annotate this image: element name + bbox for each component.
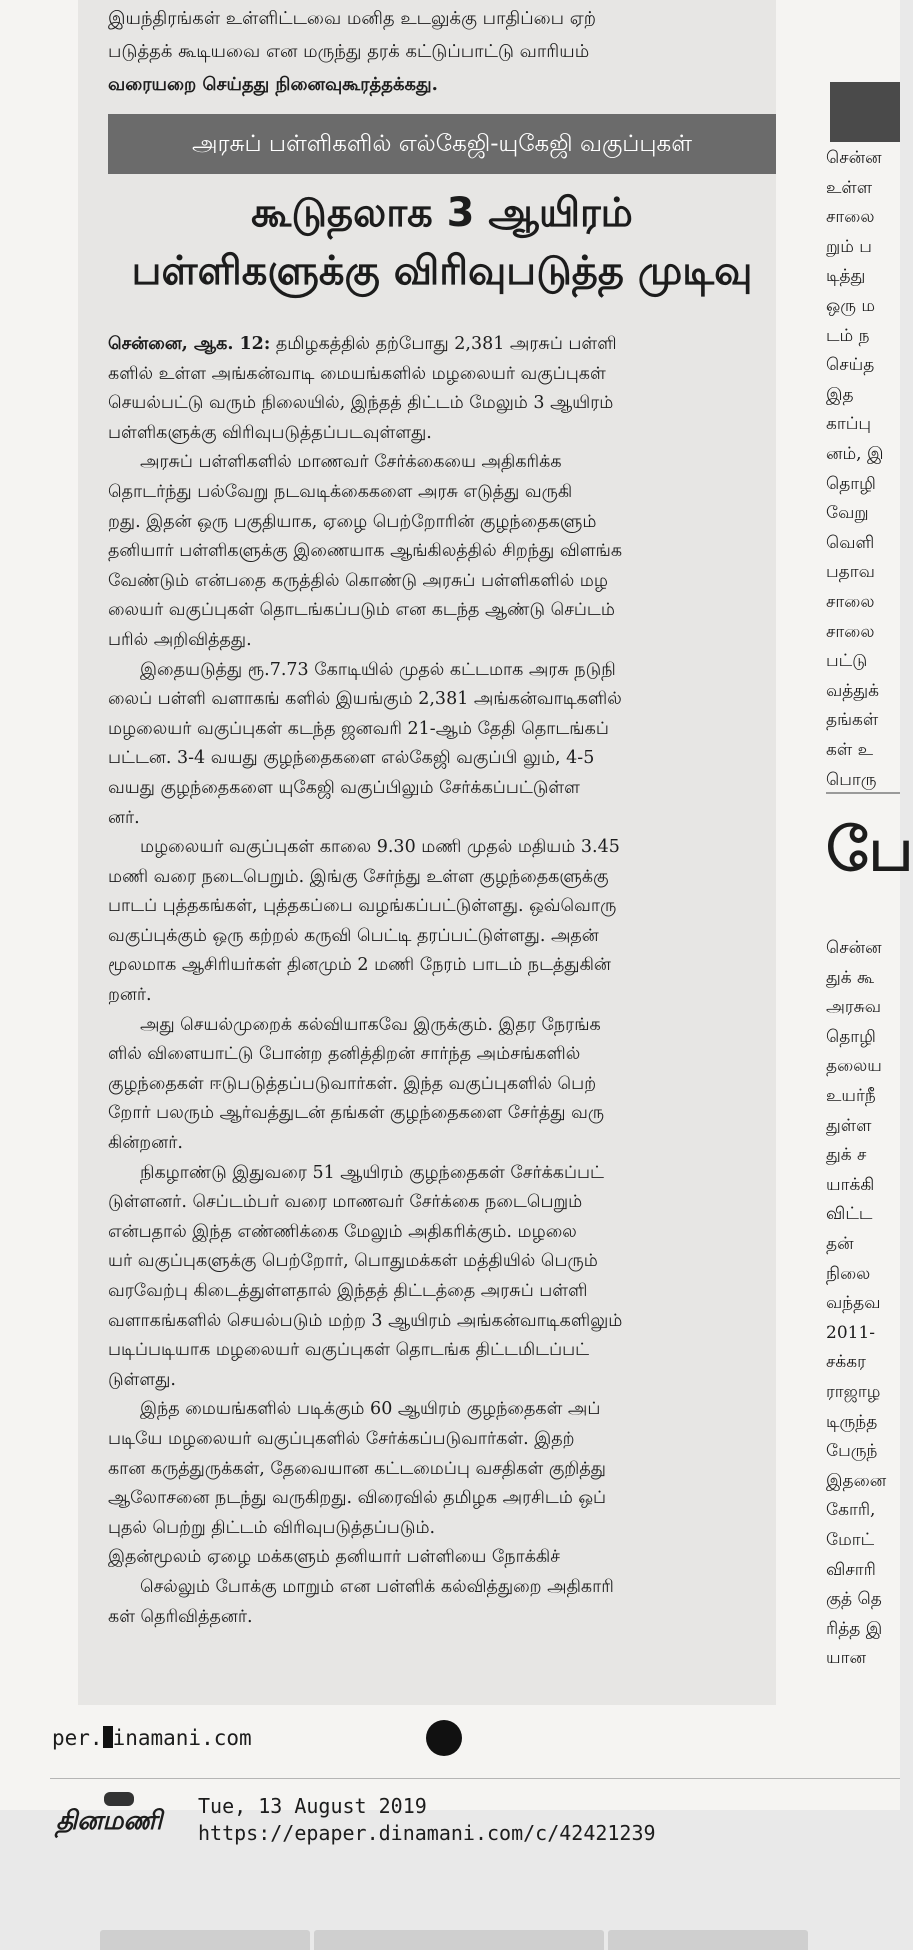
right-column-line: தொழி bbox=[826, 1026, 876, 1047]
article-line-text: தொடர்ந்து பல்வேறு நடவடிக்கைகளை அரசு எடுத்து வருகி bbox=[108, 481, 573, 502]
article-line-text: படியே மழலையர் வகுப்புகளில் சேர்க்கப்படுவார்கள். இதற் bbox=[108, 1428, 575, 1449]
article-line-text: ஆலோசனை நடந்து வருகிறது. விரைவில் தமிழக அரசிடம் ஒப் bbox=[108, 1488, 607, 1509]
article-line bbox=[108, 1099, 778, 1129]
article-line bbox=[108, 1425, 778, 1455]
right-column-line: வந்தவ bbox=[826, 1293, 881, 1314]
article-line bbox=[108, 922, 778, 952]
right-column-line: செய்த bbox=[826, 355, 875, 376]
bottom-tab[interactable] bbox=[314, 1930, 604, 1950]
article-line-text: கான கருத்துருக்கள், தேவையான கட்டமைப்பு வசதிகள் குறித்து bbox=[108, 1458, 606, 1479]
article-line-text: படிப்படியாக மழலையர் வகுப்புகள் தொடங்க திட்டமிடப்பட் bbox=[108, 1340, 590, 1361]
article-line bbox=[108, 1603, 778, 1633]
lead-line: வரையறை செய்தது நினைவுகூரத்தக்கது. bbox=[108, 74, 438, 95]
article-line bbox=[108, 1543, 778, 1573]
right-column-line: சக்கர bbox=[826, 1352, 866, 1373]
article-line-text: தமிழகத்தில் தற்போது 2,381 அரசுப் பள்ளி bbox=[270, 334, 617, 354]
right-column-line: றும் ப bbox=[826, 236, 872, 257]
article-line bbox=[108, 892, 778, 922]
article-line-text: கின்றனர். bbox=[108, 1133, 183, 1154]
article-line-text: லையர் வகுப்புகள் தொடங்கப்படும் என கடந்த ஆண்டு செப்டம் bbox=[108, 600, 615, 621]
article-line bbox=[108, 1307, 778, 1337]
article-line bbox=[108, 744, 778, 774]
right-column-line: டம் ந bbox=[826, 325, 870, 346]
right-column-line: கள் உ bbox=[826, 740, 874, 760]
article-line-text: றோர் பலரும் ஆர்வத்துடன் தங்கள் குழந்தைகளை சேர்த்து வரு bbox=[108, 1103, 605, 1124]
right-column-line: யான bbox=[826, 1648, 866, 1669]
article-line bbox=[108, 1514, 778, 1544]
right-column-line: இத bbox=[826, 384, 854, 405]
right-column-line: அரசுவ bbox=[826, 997, 882, 1018]
headline-line-1: கூடுதலாக 3 ஆயிரம் bbox=[251, 190, 633, 236]
article-line-text: பரில் அறிவித்தது. bbox=[108, 629, 252, 650]
right-column-line: சென்ன bbox=[826, 148, 882, 168]
article-line bbox=[108, 1011, 778, 1041]
right-column-line: சாலை bbox=[826, 621, 875, 642]
url-prefix: per. bbox=[52, 1726, 103, 1750]
right-column-line: கோரி, bbox=[826, 1500, 876, 1521]
right-column-line: தலைய bbox=[826, 1056, 882, 1077]
right-column-line: இதனை bbox=[826, 1470, 887, 1491]
black-dot-mark bbox=[426, 1720, 462, 1756]
right-column-line: னம், இ bbox=[826, 444, 884, 464]
article-line bbox=[108, 330, 778, 360]
right-column-line: மோட் bbox=[826, 1530, 875, 1550]
article-line-text: மழலையர் வகுப்புகள் கடந்த ஜனவரி 21-ஆம் தேதி தொடங்கப் bbox=[108, 718, 609, 739]
article-line bbox=[108, 537, 778, 567]
article-line-text: னர். bbox=[108, 807, 140, 828]
article-line bbox=[108, 1159, 778, 1189]
article-line bbox=[108, 715, 778, 745]
right-column-line: காப்பு bbox=[826, 414, 872, 435]
article-line-text: லைப் பள்ளி வளாகங் களில் இயங்கும் 2,381 அங்கன்வாடிகளில் bbox=[108, 689, 622, 710]
article-line bbox=[108, 1573, 778, 1603]
right-column-line: யாக்கி bbox=[826, 1174, 875, 1195]
article-line-text: இந்த மையங்களில் படிக்கும் 60 ஆயிரம் குழந்தைகள் அப் bbox=[140, 1399, 601, 1420]
article-line-text: இதையடுத்து ரூ.7.73 கோடியில் முதல் கட்டமாக அரசு நடுநி bbox=[140, 659, 616, 680]
article-line-text: பட்டன. 3-4 வயது குழந்தைகளை எல்கேஜி வகுப்பி லும், 4-5 bbox=[108, 748, 595, 769]
article-line bbox=[108, 804, 778, 834]
article-line-text: புதல் பெற்று திட்டம் விரிவுபடுத்தப்படும். bbox=[108, 1517, 436, 1538]
right-column-line: உள்ள bbox=[826, 177, 873, 198]
right-column-line: வெளி bbox=[826, 532, 875, 553]
right-column-line: ராஜாழ bbox=[826, 1382, 881, 1402]
right-column-line: பேருந் bbox=[826, 1441, 878, 1462]
right-column-header-bar bbox=[830, 82, 900, 142]
right-column-line: சாலை bbox=[826, 592, 875, 612]
right-column-line: ரித்த இ bbox=[826, 1618, 883, 1639]
article-line bbox=[108, 478, 778, 508]
right-column-line: சென்ன bbox=[826, 938, 882, 958]
article-headline bbox=[108, 184, 776, 300]
article-line-text: மழலையர் வகுப்புகள் காலை 9.30 மணி முதல் மதியம் 3.45 bbox=[140, 837, 620, 858]
article-line-text: றது. இதன் ஒரு பகுதியாக, ஏழை பெற்றோரின் குழந்தைகளும் bbox=[108, 511, 597, 532]
right-column-line: உயர்நீ bbox=[826, 1086, 876, 1106]
right-column-line: வத்துக் bbox=[826, 680, 879, 701]
article-line bbox=[108, 1188, 778, 1218]
article-line bbox=[108, 951, 778, 981]
article-line bbox=[108, 1070, 778, 1100]
article-line bbox=[108, 448, 778, 478]
article-line-text: மூலமாக ஆசிரியர்கள் தினமும் 2 மணி நேரம் பாடம் நடத்துகின் bbox=[108, 955, 611, 976]
article-line bbox=[108, 1247, 778, 1277]
right-column-line: சாலை bbox=[826, 207, 875, 228]
article-line bbox=[108, 1366, 778, 1396]
headline-line-2: பள்ளிகளுக்கு விரிவுபடுத்த முடிவு bbox=[131, 248, 753, 294]
article-line bbox=[108, 360, 778, 390]
article-line-text: வேண்டும் என்பதை கருத்தில் கொண்டு அரசுப் பள்ளிகளில் மழ bbox=[108, 570, 608, 591]
article-line-text: நிகழாண்டு இதுவரை 51 ஆயிரம் குழந்தைகள் சேர்க்கப்பட் bbox=[140, 1162, 604, 1183]
logo-text: தினமணி bbox=[56, 1806, 163, 1836]
right-column-line: துக் கூ bbox=[826, 967, 875, 988]
right-column-line: 2011- bbox=[826, 1322, 876, 1343]
article-line-text: என்பதால் இந்த எண்ணிக்கை மேலும் அதிகரிக்கும். மழலை bbox=[108, 1221, 577, 1242]
bottom-tab[interactable] bbox=[100, 1930, 310, 1950]
logo-emblem-icon bbox=[104, 1792, 134, 1806]
article-line-text: வகுப்புக்கும் ஒரு கற்றல் கருவி பெட்டி தரப்பட்டுள்ளது. அதன் bbox=[108, 925, 599, 946]
right-column-headline: பே bbox=[826, 815, 913, 885]
article-line-text: செல்லும் போக்கு மாறும் என பள்ளிக் கல்வித்துறை அதிகாரி bbox=[140, 1576, 614, 1597]
epaper-url[interactable]: https://epaper.dinamani.com/c/42421239 bbox=[198, 1821, 656, 1845]
article-line bbox=[108, 1218, 778, 1248]
article-line-text: வளாகங்களில் செயல்படும் மற்ற 3 ஆயிரம் அங்கன்வாடிகளிலும் bbox=[108, 1310, 623, 1331]
footer-rule bbox=[50, 1778, 900, 1779]
right-column-line: நிலை bbox=[826, 1263, 871, 1284]
right-column-divider bbox=[826, 792, 900, 794]
article-line bbox=[108, 833, 778, 863]
article-line-text: ளில் விளையாட்டு போன்ற தனித்திறன் சார்ந்த அம்சங்களில் bbox=[108, 1044, 581, 1065]
right-column-line: தன் bbox=[826, 1234, 854, 1254]
right-column-line: விசாரி bbox=[826, 1559, 876, 1580]
article-line bbox=[108, 685, 778, 715]
article-line bbox=[108, 419, 778, 449]
article-line-text: டுள்ளனர். செப்டம்பர் வரை மாணவர் சேர்க்கை நடைபெறும் bbox=[108, 1192, 583, 1213]
dinamani-logo bbox=[52, 1792, 188, 1836]
right-column-line: பொரு bbox=[826, 769, 877, 790]
right-column-line: தொழி bbox=[826, 473, 876, 494]
article-line-text: குழந்தைகள் ஈடுபடுத்தப்படுவார்கள். இந்த வகுப்புகளில் பெற் bbox=[108, 1073, 597, 1094]
article-line bbox=[108, 1129, 778, 1159]
article-line bbox=[108, 863, 778, 893]
text-cursor bbox=[103, 1726, 113, 1748]
article-line bbox=[108, 1455, 778, 1485]
article-dateline: சென்னை, ஆக. 12: bbox=[108, 334, 271, 354]
right-column-line: டிருந்த bbox=[826, 1411, 878, 1432]
publication-date: Tue, 13 August 2019 bbox=[198, 1794, 427, 1818]
article-line-text: அரசுப் பள்ளிகளில் மாணவர் சேர்க்கையை அதிகரிக்க bbox=[140, 452, 562, 473]
article-line-text: வரவேற்பு கிடைத்துள்ளதால் இந்தத் திட்டத்தை அரசுப் பள்ளி bbox=[108, 1281, 588, 1301]
article-line-text: வயது குழந்தைகளை யுகேஜி வகுப்பிலும் சேர்க்கப்பட்டுள்ள bbox=[108, 777, 580, 798]
right-column-line: குத் தெ bbox=[826, 1589, 882, 1610]
article-line bbox=[108, 774, 778, 804]
article-line bbox=[108, 389, 778, 419]
article-line bbox=[108, 1040, 778, 1070]
article-line bbox=[108, 1336, 778, 1366]
url-suffix: inamani.com bbox=[112, 1726, 252, 1750]
article-line-text: இதன்மூலம் ஏழை மக்களும் தனியார் பள்ளியை நோக்கிச் bbox=[108, 1547, 560, 1568]
article-line bbox=[108, 508, 778, 538]
right-column-line: டித்து bbox=[826, 266, 866, 287]
lead-line: படுத்தக் கூடியவை என மருந்து தரக் கட்டுப்பாட்டு வாரியம் bbox=[108, 41, 590, 62]
article-line-text: மணி வரை நடைபெறும். இங்கு சேர்ந்து உள்ள குழந்தைகளுக்கு bbox=[108, 866, 609, 887]
partial-url bbox=[52, 1726, 252, 1750]
article-line-text: செயல்பட்டு வரும் நிலையில், இந்தத் திட்டம் மேலும் 3 ஆயிரம் bbox=[108, 393, 614, 414]
article-line bbox=[108, 596, 778, 626]
bottom-tab[interactable] bbox=[608, 1930, 808, 1950]
article-line-text: களில் உள்ள அங்கன்வாடி மையங்களில் மழலையர் வகுப்புகள் bbox=[108, 363, 606, 384]
right-column-line: பட்டு bbox=[826, 651, 868, 672]
article-body bbox=[108, 330, 778, 1632]
lead-line: இயந்திரங்கள் உள்ளிட்டவை மனித உடலுக்கு பாதிப்பை ஏற் bbox=[108, 8, 597, 29]
article-kicker: அரசுப் பள்ளிகளில் எல்கேஜி-யுகேஜி வகுப்புகள் bbox=[108, 114, 776, 174]
article-line bbox=[108, 1395, 778, 1425]
article-line-text: பாடப் புத்தகங்கள், புத்தகப்பை வழங்கப்பட்டுள்ளது. ஒவ்வொரு bbox=[108, 896, 617, 917]
article-line bbox=[108, 626, 778, 656]
article-line-text: பள்ளிகளுக்கு விரிவுபடுத்தப்படவுள்ளது. bbox=[108, 422, 432, 443]
article-line-text: கள் தெரிவித்தனர். bbox=[108, 1606, 253, 1627]
previous-article-tail bbox=[108, 2, 768, 101]
article-line bbox=[108, 567, 778, 597]
article-line bbox=[108, 1484, 778, 1514]
right-column-line: துக் ச bbox=[826, 1145, 867, 1166]
right-column-line: ஒரு ம bbox=[826, 296, 876, 316]
article-line bbox=[108, 656, 778, 686]
article-line-text: யர் வகுப்புகளுக்கு பெற்றோர், பொதுமக்கள் மத்தியில் பெரும் bbox=[108, 1251, 598, 1272]
article-line bbox=[108, 981, 778, 1011]
right-column-line: பதாவ bbox=[826, 562, 875, 583]
article-line-text: தனியார் பள்ளிகளுக்கு இணையாக ஆங்கிலத்தில் சிறந்து விளங்க bbox=[108, 541, 623, 562]
article-line-text: றனர். bbox=[108, 985, 152, 1006]
article-line-text: டுள்ளது. bbox=[108, 1369, 176, 1390]
right-column-line: துள்ள bbox=[826, 1115, 872, 1136]
right-column-line: விட்ட bbox=[826, 1204, 873, 1225]
right-column-line: வேறு bbox=[826, 503, 869, 524]
article-line bbox=[108, 1277, 778, 1307]
article-line-text: அது செயல்முறைக் கல்வியாகவே இருக்கும். இதர நேரங்க bbox=[140, 1014, 601, 1035]
right-column-line: தங்கள் bbox=[826, 710, 879, 731]
